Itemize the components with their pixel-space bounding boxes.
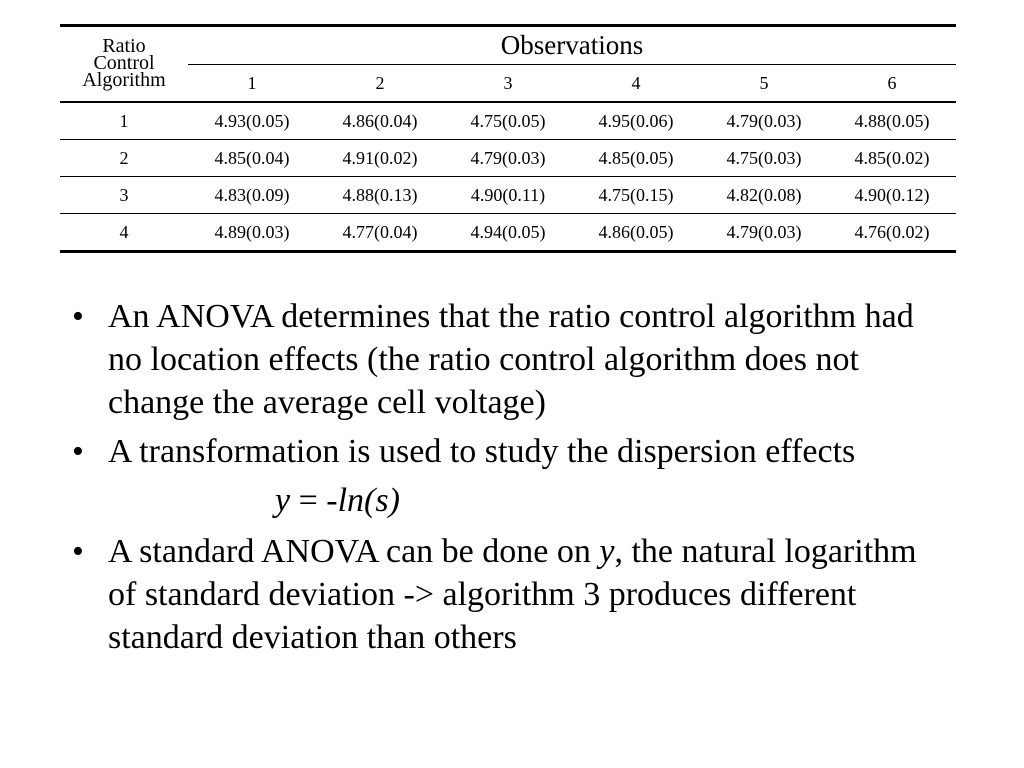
bullet-text: An ANOVA determines that the ratio control algorithm had no location effects (the ratio control algorithm does not change the average cell voltage) <box>108 298 914 421</box>
table-cell: 4.90(0.11) <box>444 177 572 214</box>
column-header: 1 <box>188 65 316 103</box>
table-cell: 4.94(0.05) <box>444 214 572 252</box>
row-header-line: Control <box>93 52 155 74</box>
observations-table <box>60 24 956 253</box>
bullet-list <box>70 295 950 665</box>
bullet-text: A transformation is used to study the dispersion effects <box>108 433 856 470</box>
observations-table-container <box>60 24 956 253</box>
table-row <box>60 177 956 214</box>
table-cell: 4.91(0.02) <box>316 140 444 177</box>
table-cell: 4.85(0.04) <box>188 140 316 177</box>
bullet-text <box>108 533 917 656</box>
table-cell: 4.88(0.13) <box>316 177 444 214</box>
table-cell: 4.86(0.04) <box>316 102 444 140</box>
formula-rhs: -ln(s) <box>326 482 400 519</box>
column-header: 5 <box>700 65 828 103</box>
table-cell: 4.82(0.08) <box>700 177 828 214</box>
observations-group-header: Observations <box>188 26 956 65</box>
bullet-item <box>70 295 950 424</box>
bullet-marker: • <box>72 433 84 470</box>
row-label: 1 <box>60 102 188 140</box>
table-cell: 4.88(0.05) <box>828 102 956 140</box>
row-label: 4 <box>60 214 188 252</box>
formula-equals: = <box>290 482 327 519</box>
row-header-algorithm <box>60 26 188 103</box>
bullet-marker: • <box>72 533 84 570</box>
column-number-row <box>60 65 956 103</box>
bullet-marker: • <box>72 298 84 335</box>
bullet-item <box>70 530 950 659</box>
table-cell: 4.75(0.03) <box>700 140 828 177</box>
table-cell: 4.93(0.05) <box>188 102 316 140</box>
table-row <box>60 102 956 140</box>
bullet-text-post: , the natural logarithm of standard deviation -> algorithm 3 produces different standard deviation than others <box>108 533 917 656</box>
formula <box>70 479 950 522</box>
row-label: 2 <box>60 140 188 177</box>
table-cell: 4.79(0.03) <box>700 102 828 140</box>
table-cell: 4.79(0.03) <box>700 214 828 252</box>
table-cell: 4.77(0.04) <box>316 214 444 252</box>
table-cell: 4.75(0.05) <box>444 102 572 140</box>
column-header: 6 <box>828 65 956 103</box>
table-cell: 4.85(0.05) <box>572 140 700 177</box>
table-cell: 4.95(0.06) <box>572 102 700 140</box>
table-cell: 4.79(0.03) <box>444 140 572 177</box>
table-header-row <box>60 26 956 65</box>
row-label: 3 <box>60 177 188 214</box>
table-row <box>60 214 956 252</box>
table-cell: 4.76(0.02) <box>828 214 956 252</box>
column-header: 3 <box>444 65 572 103</box>
table-cell: 4.85(0.02) <box>828 140 956 177</box>
table-row <box>60 140 956 177</box>
row-header-line: Algorithm <box>82 69 166 91</box>
table-cell: 4.83(0.09) <box>188 177 316 214</box>
table-cell: 4.90(0.12) <box>828 177 956 214</box>
table-cell: 4.75(0.15) <box>572 177 700 214</box>
column-header: 4 <box>572 65 700 103</box>
table-cell: 4.86(0.05) <box>572 214 700 252</box>
bullet-variable: y <box>599 533 615 570</box>
column-header: 2 <box>316 65 444 103</box>
bullet-item <box>70 430 950 473</box>
row-header-line: Ratio <box>102 35 146 57</box>
bullet-text-pre: A standard ANOVA can be done on <box>108 533 600 570</box>
table-cell: 4.89(0.03) <box>188 214 316 252</box>
formula-lhs: y <box>275 482 291 519</box>
